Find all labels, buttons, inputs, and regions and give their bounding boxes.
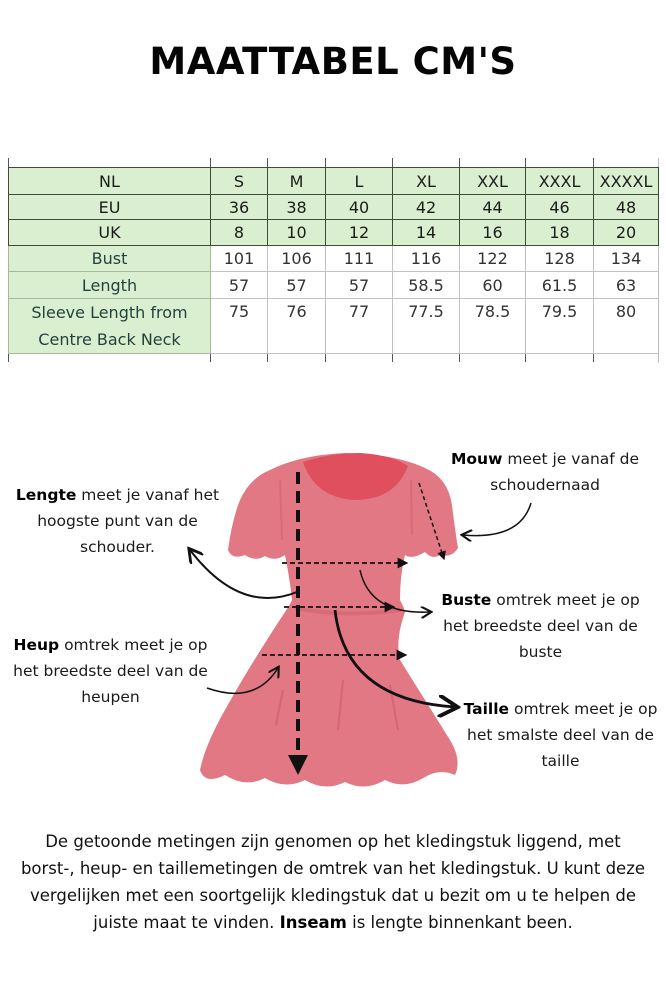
value-cell: 57 (268, 272, 326, 299)
grid-line (267, 158, 268, 167)
page-title: MAATTABEL CM'S (149, 40, 517, 83)
note-heup-bold: Heup (13, 636, 60, 654)
value-cell: 57 (211, 272, 268, 299)
note-heup (8, 632, 213, 710)
value-cell: 106 (268, 246, 326, 272)
size-cell: XXL (460, 168, 526, 195)
grid-line (593, 158, 594, 167)
note-buste-bold: Buste (441, 591, 492, 609)
value-cell: 75 (211, 299, 268, 354)
value-cell: 58.5 (393, 272, 460, 299)
value-cell: 128 (526, 246, 594, 272)
size-cell: 38 (268, 195, 326, 220)
grid-line (210, 158, 211, 167)
size-cell: 14 (393, 220, 460, 246)
value-cell: 60 (460, 272, 526, 299)
grid-line (525, 158, 526, 167)
value-cell: 78.5 (460, 299, 526, 354)
row-label: UK (9, 220, 211, 246)
footer-text-end: is lengte binnenkant been. (346, 913, 573, 932)
row-label: Length (9, 272, 211, 299)
size-cell: 42 (393, 195, 460, 220)
grid-line (459, 158, 460, 167)
size-cell: S (211, 168, 268, 195)
row-sleeve-length (9, 299, 659, 354)
note-taille-bold: Taille (463, 700, 510, 718)
footer-bold-inseam: Inseam (279, 913, 347, 932)
row-label: NL (9, 168, 211, 195)
size-cell: 12 (326, 220, 393, 246)
size-table (8, 167, 659, 354)
value-cell: 111 (326, 246, 393, 272)
size-cell: 20 (594, 220, 659, 246)
value-cell: 122 (460, 246, 526, 272)
size-cell: 36 (211, 195, 268, 220)
value-cell: 76 (268, 299, 326, 354)
value-cell: 101 (211, 246, 268, 272)
row-eu (9, 195, 659, 220)
note-heup-text: omtrek meet je op het breedste deel van de heupen (13, 636, 208, 706)
value-cell: 77 (326, 299, 393, 354)
size-cell: 10 (268, 220, 326, 246)
grid-line (8, 158, 9, 167)
mouw-pointer-arrow (463, 503, 531, 536)
footer-disclaimer (20, 828, 646, 936)
size-cell: 46 (526, 195, 594, 220)
note-taille-text: omtrek meet je op het smalste deel van de taille (467, 700, 658, 770)
note-mouw-text: meet je vanaf de schoudernaad (490, 450, 640, 494)
value-cell: 134 (594, 246, 659, 272)
size-cell: 18 (526, 220, 594, 246)
row-label: EU (9, 195, 211, 220)
size-cell: XXXL (526, 168, 594, 195)
note-taille (458, 696, 663, 774)
row-uk (9, 220, 659, 246)
size-cell: 40 (326, 195, 393, 220)
note-mouw-bold: Mouw (450, 450, 503, 468)
size-cell: 8 (211, 220, 268, 246)
value-cell: 77.5 (393, 299, 460, 354)
size-cell: 48 (594, 195, 659, 220)
size-cell: XL (393, 168, 460, 195)
note-lengte (5, 482, 230, 560)
size-cell: M (268, 168, 326, 195)
grid-line (392, 158, 393, 167)
note-lengte-bold: Lengte (15, 486, 77, 504)
value-cell: 57 (326, 272, 393, 299)
size-cell: 16 (460, 220, 526, 246)
row-label: Sleeve Length from Centre Back Neck (9, 299, 211, 354)
size-cell: 44 (460, 195, 526, 220)
size-cell: XXXXL (594, 168, 659, 195)
value-cell: 63 (594, 272, 659, 299)
size-cell: L (326, 168, 393, 195)
row-nl (9, 168, 659, 195)
row-length (9, 272, 659, 299)
dress-illustration (200, 453, 458, 787)
footer-text: De getoonde metingen zijn genomen op het kledingstuk liggend, met borst-, heup- en taillemetingen de omtrek van het kledingstuk. U kunt deze vergelijken met een soortgelijk kledingstuk dat u bezit om u te helpen de juiste maat te vinden. (20, 832, 646, 932)
value-cell: 80 (594, 299, 659, 354)
note-buste-text: omtrek meet je op het breedste deel van de buste (443, 591, 640, 661)
note-lengte-text: meet je vanaf het hoogste punt van de schouder. (37, 486, 220, 556)
note-mouw (440, 446, 650, 498)
value-cell: 61.5 (526, 272, 594, 299)
note-buste (433, 587, 648, 665)
row-label: Bust (9, 246, 211, 272)
grid-line (325, 158, 326, 167)
value-cell: 116 (393, 246, 460, 272)
row-bust (9, 246, 659, 272)
value-cell: 79.5 (526, 299, 594, 354)
